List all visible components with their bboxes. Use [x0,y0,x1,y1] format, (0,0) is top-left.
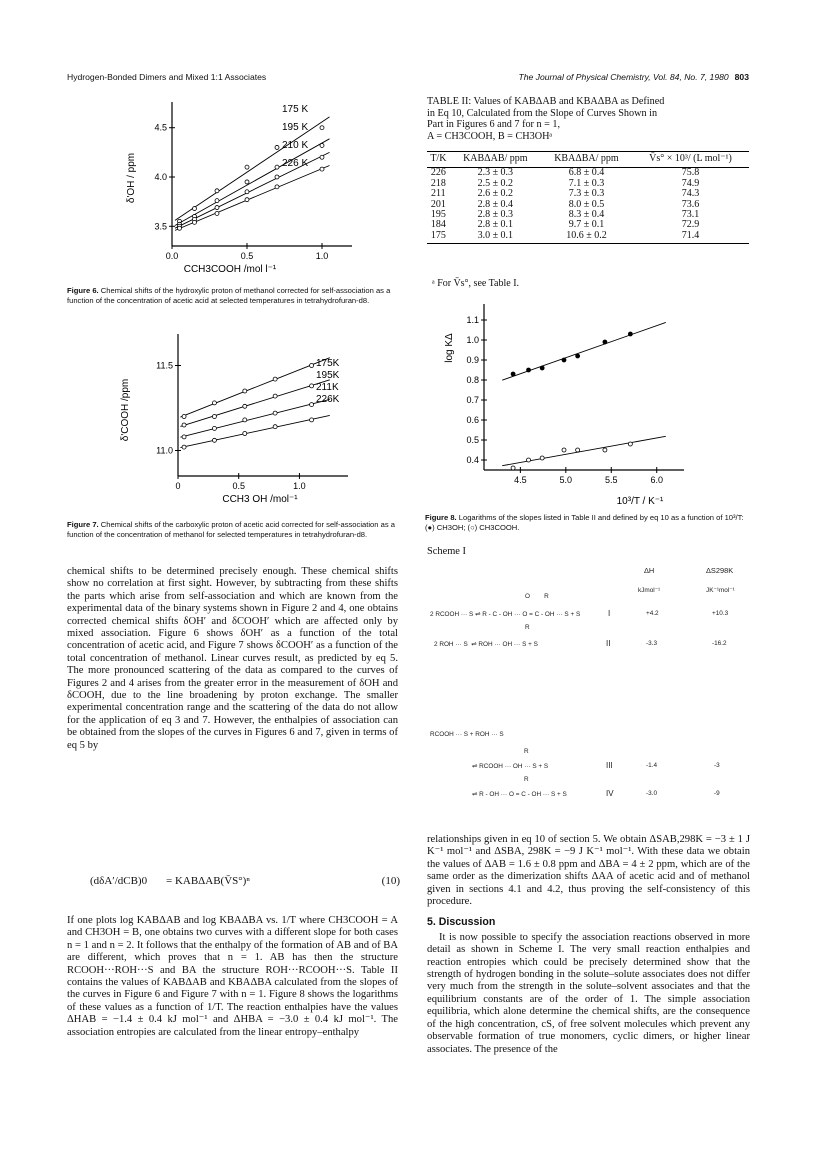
figure-7-caption-text: Chemical shifts of the carboxylic proton of acetic acid corrected for self-association as a function of the concentration of methanol for selected temperatures in tetrahydrofuran-d8. [67,520,395,539]
data-point [310,403,314,407]
y-tick-label: 3.5 [154,221,167,232]
table-header-cell: KABΔAB/ ppm [450,152,541,168]
x-tick-label: 4.5 [514,475,527,485]
equation-lhs: (dδA′/dCB)0 [90,875,148,887]
scheme-row-1-top: O R [525,593,549,600]
data-point [275,175,279,179]
data-point [193,207,197,211]
data-point [243,418,247,422]
equation-10 [90,865,400,905]
table-title-line: A = CH3COOH, B = CH3OHᵃ [427,130,553,142]
series-line [180,358,329,417]
y-tick-label: 0.9 [466,355,479,365]
data-point [273,377,277,381]
data-point [275,185,279,189]
y-axis-label: δ'COOH /ppm [120,378,131,442]
data-point [310,384,314,388]
x-axis-label: CCH3 OH /mol⁻¹ [222,494,298,505]
table-cell: 2.8 ± 0.4 [477,198,514,210]
scheme-row-4-top: R [524,776,529,783]
table-cell: 2.5 ± 0.2 [477,177,514,189]
series-line [180,380,329,427]
x-tick-label: 5.5 [605,475,618,485]
data-point [273,394,277,398]
scheme-row-3-dh: -1.4 [646,762,658,769]
data-point [178,226,182,230]
table-cell: 226 [430,167,446,179]
figure-6-chart [120,98,360,276]
y-tick-label: 1.0 [466,335,479,345]
scheme-row-2-ds: -16.2 [712,640,727,647]
running-header-right [518,72,749,82]
series-label: 195 K [282,122,309,133]
table-cell: 10.6 ± 0.2 [541,231,632,244]
scheme-row-1-ds: +10.3 [712,610,729,617]
y-tick-label: 0.5 [466,435,479,445]
table-cell: 175 [427,231,450,244]
x-tick-label: 6.0 [650,475,663,485]
data-point [215,206,219,210]
table-cell: 195 [430,209,446,221]
table-cell: 74.9 [681,177,700,189]
y-tick-label: 0.7 [466,395,479,405]
table-cell: 7.1 ± 0.3 [568,177,605,189]
data-point [245,190,249,194]
data-point [182,415,186,419]
table-2-footnote: ᵃ For V̄s°, see Table I. [432,278,520,289]
y-tick-label: 0.8 [466,375,479,385]
table-cell: 9.7 ± 0.1 [568,219,605,231]
body-paragraph: relationships given in eq 10 of section 5. We obtain ΔSAB,298K = −3 ± 1 J K⁻¹ mol⁻¹ and ΔSBA, 298K = −9 J K⁻¹ mol⁻¹. With these data we obtain the values of ΔAB = 1.6 ± 0.8 ppm and ΔBA = 4 ± 2 ppm, which are of the same order as the dimerization shifts ΔAA of acetic acid and of methanol given in sections 4.1 and 4.2, thus proving the self-consistency of this procedure. [427,834,750,908]
x-tick-label: 0 [175,481,181,491]
scheme-row-1-eq: 2 RCOOH ··· S ⇌ R - C - OH ··· O = C - OH ··· S + S [430,611,581,618]
series-line [175,139,330,226]
y-tick-label: 4.5 [154,122,167,133]
data-point [527,458,531,462]
data-point [310,418,314,422]
table-row [427,231,749,244]
table-title-line: Part in Figures 6 and 7 for n = 1, [427,119,561,131]
scheme-row-3-ds: -3 [714,762,720,769]
figure-8-caption [425,513,755,532]
table-cell: 211 [431,188,446,200]
table-title-line: in Eq 10, Calculated from the Slope of Curves Shown in [427,107,658,119]
body-paragraph: chemical shifts to be determined precisely enough. These chemical shifts show no correlation at first sight. However, by subtracting from these shifts the parts which arise from self-association and which are known from the experimental data of the binary systems shown in Figure 2 and 4, one obtains corrected chemical shifts δOH′ and δCOOH′ which are affected only by mixed association. Figure 6 shows δOH′ as a function of the total concentration of acetic acid, and Figure 7 shows δCOOH′ as a function of the total concentration of methanol. Linear curves result, as predicted by eq 5. The more pronounced scattering of the data as compared to the curves of Figures 2 and 4 arises from the greater error in the measurement of δOH and δCOOH, due to the line broadening by proton exchange. The smaller experimental concentration range and the scattering of the data do not allow for the application of eq 3 and 7. However, the enthalpies of association can be obtained from the slopes of the curves in Figures 6 and 7, given in terms of eq 5 by [67,566,398,751]
data-point [245,165,249,169]
scheme-row-1-dh: +4.2 [646,610,659,617]
page-number: 803 [734,72,749,82]
left-column-text [67,566,398,752]
y-axis-label: log KΔ [444,333,455,363]
data-point [243,432,247,436]
scheme-row-2-eq: 2 ROH ··· S ⇌ ROH ··· OH ··· S + S [434,641,538,648]
table-header-row [427,152,749,168]
scheme-ds-header: ΔS298K [706,566,734,575]
scheme-reactant: RCOOH ··· S + ROH ··· S [430,731,504,738]
data-point [511,372,515,376]
scheme-row-4-ds: -9 [714,790,720,797]
data-point [527,368,531,372]
table-cell: 73.1 [681,209,700,221]
scheme-row-3-num: III [606,761,613,770]
data-point [273,425,277,429]
scheme-row-2-num: II [606,639,611,648]
equation-rhs: = KABΔAB(V̄S°)ⁿ [166,875,250,887]
table-cell: 8.3 ± 0.4 [568,209,605,221]
data-point [511,466,515,470]
scheme-ds-unit: JK⁻¹mol⁻¹ [706,587,735,594]
y-tick-label: 0.4 [466,455,479,465]
data-point [320,126,324,130]
scheme-row-3-top: R [524,748,529,755]
scheme-row-1-num: I [608,609,611,618]
table-cell: 6.8 ± 0.4 [568,167,605,179]
table-cell: 2.8 ± 0.3 [477,209,514,221]
x-tick-label: 1.0 [315,251,329,261]
data-point [310,364,314,368]
scheme-row-4-dh: -3.0 [646,790,658,797]
body-paragraph: If one plots log KABΔAB and log KBAΔBA vs. 1/T where CH3COOH = A and CH3OH = B, one obtains two curves with a different slope for both cases n = 1 and n = 2. It follows that the enthalpy of the formation of AB and of BA are different, which proves that n = 1. AB has then the structure RCOOH···ROH···S and BA the structure ROH···RCOOH···S. Table II contains the values of KABΔAB and KBAΔBA calculated from the slopes of the curves in Figure 6 and Figure 7 with n = 1. Figure 8 shows the logarithms of these values as a function of 1/T. The reaction enthalpies have the values ΔHAB = −1.4 ± 0.4 kJ mol⁻¹ and ΔHBA = −3.0 ± 0.4 kJ mol⁻¹. The association entropies are calculated from the linear entropy–enthalpy [67,915,398,1038]
data-point [320,155,324,159]
data-point [212,438,216,442]
series-label: 210 K [282,140,309,151]
scheme-title: Scheme I [427,546,466,557]
data-point [628,332,632,336]
right-column-text [427,834,750,1056]
scheme-row-2-top: R [525,624,530,631]
table-cell: 2.3 ± 0.3 [477,167,514,179]
data-point [628,442,632,446]
data-point [540,456,544,460]
table-2 [427,151,749,244]
table-cell: 8.0 ± 0.5 [568,198,605,210]
series-label: 195K [316,370,340,381]
figure-6-caption-label: Figure 6. [67,286,99,295]
table-cell: 73.6 [681,198,700,210]
table-cell: 3.0 ± 0.1 [450,231,541,244]
data-point [275,165,279,169]
x-axis-label: 10³/T / K⁻¹ [616,496,664,507]
data-point [603,340,607,344]
table-title-line: TABLE II: Values of KABΔAB and KBAΔBA as Defined [427,96,665,107]
data-point [193,220,197,224]
data-point [576,448,580,452]
scheme-dh-header: ΔH [644,566,655,575]
equation-number: (10) [381,875,400,887]
y-tick-label: 0.6 [466,415,479,425]
scheme-row-4-num: IV [606,789,614,798]
figure-8-caption-text: Logarithms of the slopes listed in Table II and defined by eq 10 as a function of 10³/T: (●) CH3OH; (○) CH3COOH. [425,513,744,532]
scheme-row-4-eq: ⇌ R - OH ··· O = C - OH ··· S + S [472,791,567,798]
table-cell: 75.8 [681,167,700,179]
table-cell: 184 [430,219,446,231]
figure-7-chart [110,330,360,510]
data-point [320,143,324,147]
running-header-left: Hydrogen-Bonded Dimers and Mixed 1:1 Associates [67,72,267,82]
table-cell: 74.3 [681,188,700,200]
scheme-row-2-dh: -3.3 [646,640,658,647]
data-point [245,180,249,184]
data-point [212,415,216,419]
y-tick-label: 11.0 [156,445,173,456]
figure-7-caption [67,520,397,539]
table-cell: 2.8 ± 0.1 [477,219,514,231]
data-point [562,448,566,452]
figure-6-caption [67,286,397,305]
left-column-text-2 [67,915,398,1039]
series-label: 175 K [282,104,309,115]
y-tick-label: 4.0 [154,172,167,182]
table-cell: 72.9 [681,219,700,231]
data-point [540,366,544,370]
data-point [215,211,219,215]
series-label: 226K [316,394,340,405]
data-point [212,401,216,405]
x-tick-label: 0.5 [240,251,254,261]
x-tick-label: 0.0 [165,251,179,261]
data-point [273,411,277,415]
data-point [215,189,219,193]
series-label: 226 K [282,158,309,169]
table-cell: 201 [430,198,446,210]
section-heading: 5. Discussion [427,916,496,929]
data-point [275,145,279,149]
x-tick-label: 0.5 [232,481,245,491]
scheme-1 [430,562,750,827]
y-axis-label: δ'OH / ppm [126,152,137,204]
x-axis-label: CCH3COOH /mol l⁻¹ [183,264,277,275]
y-tick-label: 1.1 [466,315,479,325]
x-tick-label: 5.0 [559,475,573,485]
data-point [562,358,566,362]
scheme-row-3-eq: ⇌ RCOOH ··· OH ··· S + S [472,763,549,770]
data-point [182,435,186,439]
table-cell: 71.4 [632,231,749,244]
table-2-title [427,96,757,142]
figure-8-chart [440,298,700,510]
figure-8-caption-label: Figure 8. [425,513,457,522]
series-line [175,165,330,230]
figure-7-caption-label: Figure 7. [67,520,99,529]
series-label: 175K [316,358,340,369]
data-point [320,167,324,171]
scheme-dh-unit: kJmol⁻¹ [638,587,661,594]
data-point [603,448,607,452]
table-cell: 7.3 ± 0.3 [568,188,605,200]
data-point [243,389,247,393]
data-point [182,445,186,449]
y-tick-label: 11.5 [156,360,173,371]
data-point [245,198,249,202]
x-tick-label: 1.0 [293,481,306,491]
data-point [243,404,247,408]
journal-citation: The Journal of Physical Chemistry, Vol. 84, No. 7, 1980 [518,72,729,82]
table-header-cell: KBAΔBA/ ppm [541,152,632,168]
table-cell: 2.6 ± 0.2 [477,188,514,200]
data-point [182,423,186,427]
data-point [215,199,219,203]
table-cell: 218 [430,177,446,189]
series-label: 211K [316,382,339,393]
body-paragraph: It is now possible to specify the association reactions observed in more detail as shown in Scheme I. The very small reaction enthalpies and reaction entropies which could be precisely determined show that the strength of hydrogen bonding in the solute–solute associates does not differ very much from the strength in the solute–solvent associates and that the equilibrium constants are of the order of 1. The simple association equilibria, which alone determine the chemical shifts, are the consequence of the high concentration, cS, of free solvent molecules which prevent any observable formation of true monomers, cyclic dimers, or higher linear associates. The presence of the [427,931,750,1055]
table-header-cell: T/K [427,152,450,168]
table-header-cell: V̄s° × 10³/ (L mol⁻¹) [632,152,749,168]
figure-6-caption-text: Chemical shifts of the hydroxylic proton of methanol corrected for self-association as a function of the concentration of acetic acid at selected temperatures in tetrahydrofuran-d8. [67,286,391,305]
data-point [576,354,580,358]
data-point [212,426,216,430]
